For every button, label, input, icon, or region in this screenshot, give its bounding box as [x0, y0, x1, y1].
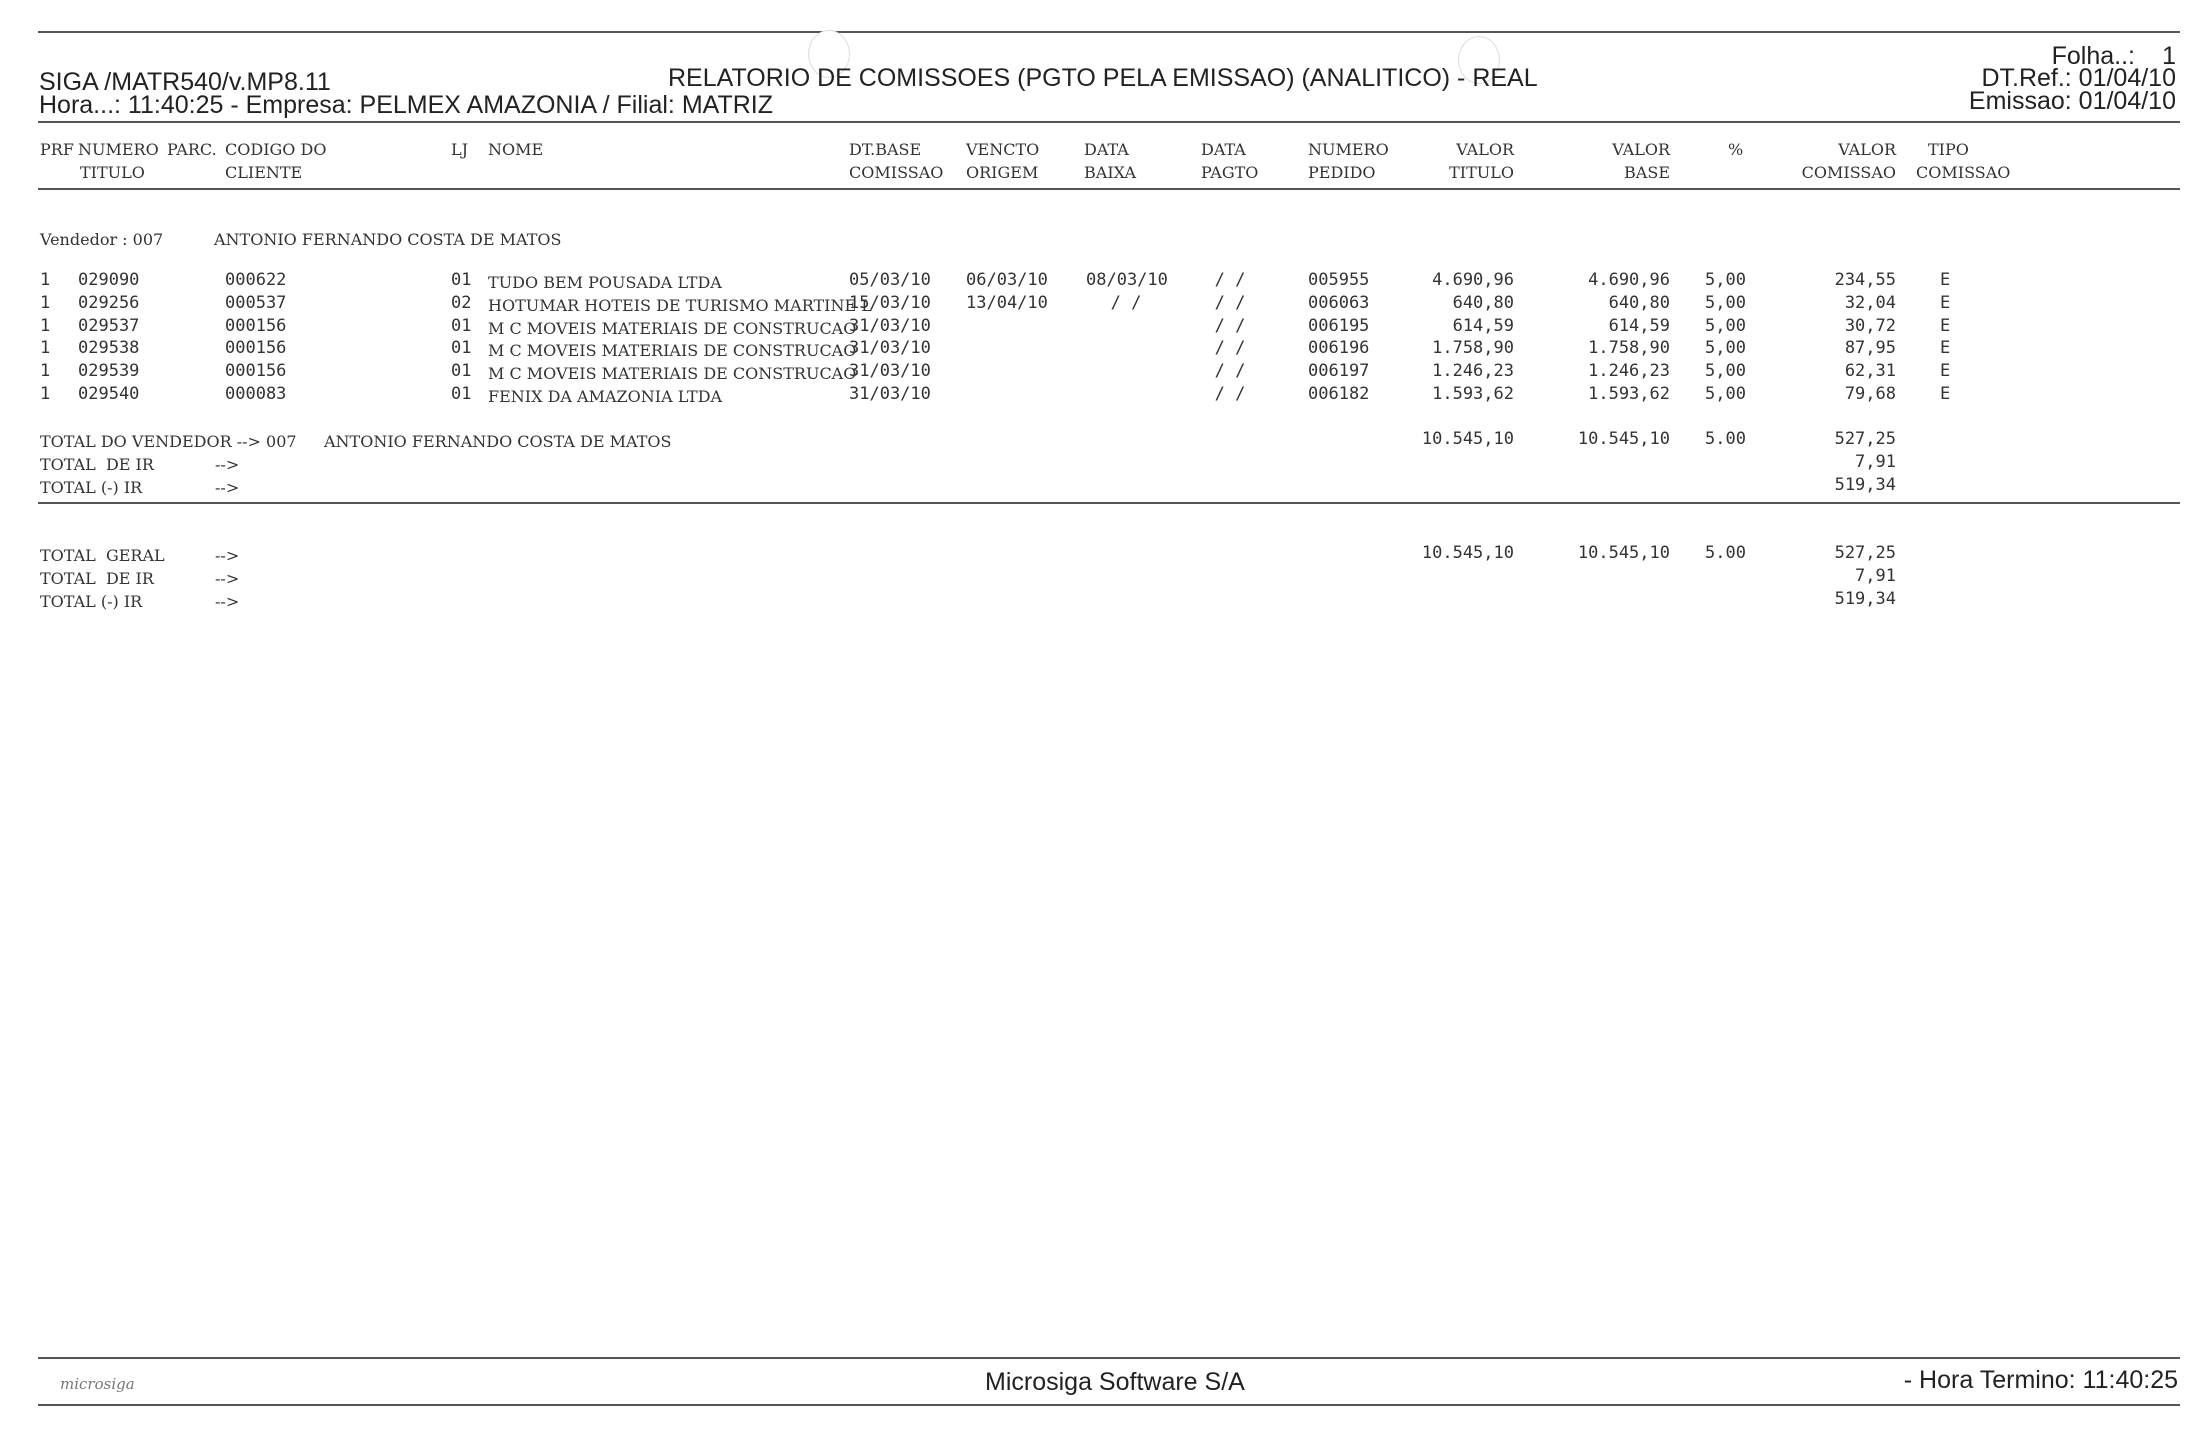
total-geral-label: TOTAL GERAL — [40, 546, 165, 565]
total-geral-ir-value: 7,91 — [1855, 566, 1896, 586]
col-origem: ORIGEM — [966, 163, 1039, 182]
cell-prf: 1 — [40, 361, 51, 382]
col-pedido: PEDIDO — [1308, 163, 1376, 182]
report-title: RELATORIO DE COMISSOES (PGTO PELA EMISSAO) (ANALITICO) - REAL — [668, 64, 1538, 92]
cell-valor-titulo: 1.758,90 — [1432, 338, 1514, 359]
cell-numero: 029090 — [78, 270, 140, 290]
cell-lj: 02 — [451, 292, 472, 313]
col-nome: NOME — [488, 140, 544, 159]
total-vendedor-valor-titulo: 10.545,10 — [1421, 429, 1514, 449]
program-id: SIGA /MATR540/v.MP8.11 — [39, 68, 331, 96]
col-titulo2: TITULO — [1449, 163, 1514, 182]
col-base: BASE — [1624, 163, 1670, 182]
total-geral-valor-comissao: 527,25 — [1834, 543, 1896, 563]
cell-prf: 1 — [40, 292, 51, 313]
total-vendedor-liq-label: TOTAL (-) IR — [40, 478, 143, 497]
totals-rule — [38, 502, 2180, 504]
cell-codigo: 000083 — [225, 384, 287, 404]
col-data-pagto: DATA — [1201, 140, 1246, 159]
cell-numero: 029539 — [78, 361, 140, 382]
total-vendedor-label: TOTAL DO VENDEDOR --> 007 — [40, 432, 297, 451]
cell-dtbase: 31/03/10 — [849, 315, 931, 336]
col-dtbase-comissao: COMISSAO — [849, 163, 944, 182]
cell-valor-base: 1.593,62 — [1588, 384, 1670, 404]
col-vencto: VENCTO — [966, 140, 1040, 159]
cell-codigo: 000156 — [225, 361, 287, 382]
col-valor-titulo: VALOR — [1456, 140, 1514, 159]
col-cliente: CLIENTE — [225, 163, 303, 182]
col-pagto: PAGTO — [1201, 163, 1259, 182]
emissao: Emissao: 01/04/10 — [1968, 87, 2176, 115]
cell-pedido: 006196 — [1308, 338, 1370, 359]
col-valor-base: VALOR — [1612, 140, 1670, 159]
cell-nome: M C MOVEIS MATERIAIS DE CONSTRUCAO — [488, 364, 857, 384]
col-dtbase: DT.BASE — [849, 140, 922, 159]
cell-dtbase: 05/03/10 — [849, 270, 931, 290]
cell-pct: 5,00 — [1705, 270, 1746, 290]
top-rule — [38, 31, 2180, 33]
cell-pagto: / / — [1214, 338, 1246, 359]
total-geral-valor-base: 10.545,10 — [1577, 543, 1670, 563]
hora-empresa: Hora...: 11:40:25 - Empresa: PELMEX AMAZONIA / Filial: MATRIZ — [39, 91, 774, 119]
cell-numero: 029537 — [78, 315, 140, 336]
cell-pedido: 006063 — [1308, 292, 1370, 313]
cell-pct: 5,00 — [1705, 338, 1746, 359]
cell-codigo: 000537 — [225, 292, 287, 313]
cell-pedido: 006195 — [1308, 315, 1370, 336]
cell-prf: 1 — [40, 270, 51, 290]
cell-valor-comissao: 32,04 — [1844, 292, 1896, 313]
cell-pct: 5,00 — [1705, 361, 1746, 382]
cell-valor-base: 4.690,96 — [1588, 270, 1670, 290]
cell-nome: HOTUMAR HOTEIS DE TURISMO MARTINE L — [488, 295, 872, 315]
cell-numero: 029256 — [78, 292, 140, 313]
cell-nome: M C MOVEIS MATERIAIS DE CONSTRUCAO — [488, 341, 857, 361]
cell-dtbase: 15/03/10 — [849, 292, 931, 313]
col-parc: PARC. — [167, 140, 217, 159]
footer-top-rule — [38, 1357, 2180, 1359]
total-vendedor-ir-arrow: --> — [215, 455, 240, 474]
total-geral-pct: 5.00 — [1705, 543, 1746, 563]
cell-pagto: / / — [1214, 315, 1246, 336]
cell-valor-comissao: 79,68 — [1844, 384, 1896, 404]
cell-dtbase: 31/03/10 — [849, 361, 931, 382]
total-vendedor-valor-base: 10.545,10 — [1577, 429, 1670, 449]
col-numero: NUMERO — [78, 140, 159, 159]
total-vendedor-liq-arrow: --> — [215, 478, 240, 497]
cell-valor-comissao: 87,95 — [1844, 338, 1896, 359]
col-prf: PRF — [40, 140, 74, 159]
cell-numero: 029538 — [78, 338, 140, 359]
total-vendedor-ir-label: TOTAL DE IR — [40, 455, 154, 474]
col-lj: LJ — [451, 140, 469, 159]
cell-nome: TUDO BEM POUSADA LTDA — [488, 273, 722, 292]
total-vendedor-name: ANTONIO FERNANDO COSTA DE MATOS — [324, 432, 672, 451]
cell-pagto: / / — [1214, 270, 1246, 290]
cell-valor-base: 640,80 — [1608, 292, 1670, 313]
cell-tipo: E — [1940, 292, 1951, 313]
cell-valor-titulo: 640,80 — [1452, 292, 1514, 313]
total-geral-valor-titulo: 10.545,10 — [1421, 543, 1514, 563]
cell-pedido: 006182 — [1308, 384, 1370, 404]
cell-tipo: E — [1940, 384, 1951, 404]
cell-numero: 029540 — [78, 384, 140, 404]
cell-lj: 01 — [451, 315, 472, 336]
cell-valor-titulo: 1.246,23 — [1432, 361, 1514, 382]
dt-ref: DT.Ref.: 01/04/10 — [1981, 64, 2176, 92]
cell-prf: 1 — [40, 384, 51, 404]
cell-prf: 1 — [40, 315, 51, 336]
folha-value: 1 — [2162, 42, 2176, 70]
col-codigo: CODIGO DO — [225, 140, 327, 159]
footer-company: Microsiga Software S/A — [985, 1368, 1245, 1396]
cell-pagto: / / — [1214, 361, 1246, 382]
cell-lj: 01 — [451, 270, 472, 290]
cell-valor-base: 614,59 — [1608, 315, 1670, 336]
cell-tipo: E — [1940, 338, 1951, 359]
col-pct: % — [1728, 140, 1744, 159]
total-vendedor-liq-value: 519,34 — [1834, 475, 1896, 495]
vendedor-label: Vendedor : 007 — [40, 230, 164, 249]
cell-vencto: 13/04/10 — [966, 292, 1048, 313]
total-vendedor-ir-value: 7,91 — [1855, 452, 1896, 472]
cell-pct: 5,00 — [1705, 292, 1746, 313]
column-header-rule — [38, 188, 2180, 190]
col-data-baixa: DATA — [1084, 140, 1129, 159]
cell-lj: 01 — [451, 361, 472, 382]
total-geral-liq-arrow: --> — [215, 592, 240, 611]
cell-valor-comissao: 234,55 — [1834, 270, 1896, 290]
total-vendedor-pct: 5.00 — [1705, 429, 1746, 449]
total-geral-liq-value: 519,34 — [1834, 589, 1896, 609]
total-geral-ir-label: TOTAL DE IR — [40, 569, 154, 588]
col-tipo: TIPO — [1928, 140, 1969, 159]
cell-valor-comissao: 62,31 — [1844, 361, 1896, 382]
cell-prf: 1 — [40, 338, 51, 359]
col-comissao: COMISSAO — [1801, 163, 1896, 182]
cell-baixa: 08/03/10 — [1086, 270, 1168, 290]
cell-tipo: E — [1940, 270, 1951, 290]
col-valor-comissao: VALOR — [1838, 140, 1896, 159]
cell-valor-titulo: 614,59 — [1452, 315, 1514, 336]
col-tipo-comissao: COMISSAO — [1916, 163, 2011, 182]
cell-codigo: 000622 — [225, 270, 287, 290]
cell-nome: M C MOVEIS MATERIAIS DE CONSTRUCAO — [488, 318, 857, 338]
cell-vencto: 06/03/10 — [966, 270, 1048, 290]
col-titulo: TITULO — [80, 163, 145, 182]
microsiga-logo: microsiga — [60, 1375, 135, 1393]
col-baixa: BAIXA — [1084, 163, 1137, 182]
cell-lj: 01 — [451, 338, 472, 359]
footer-bottom-rule — [38, 1404, 2180, 1406]
cell-tipo: E — [1940, 315, 1951, 336]
total-geral-liq-label: TOTAL (-) IR — [40, 592, 143, 611]
cell-codigo: 000156 — [225, 315, 287, 336]
footer-hora-termino: - Hora Termino: 11:40:25 — [1903, 1366, 2178, 1394]
cell-pct: 5,00 — [1705, 384, 1746, 404]
cell-dtbase: 31/03/10 — [849, 338, 931, 359]
folha-label: Folha..: — [2051, 42, 2135, 70]
total-geral-ir-arrow: --> — [215, 569, 240, 588]
cell-codigo: 000156 — [225, 338, 287, 359]
cell-valor-comissao: 30,72 — [1844, 315, 1896, 336]
total-geral-arrow: --> — [215, 546, 240, 565]
col-numero-pedido: NUMERO — [1308, 140, 1389, 159]
cell-baixa: / / — [1110, 292, 1142, 313]
cell-nome: FENIX DA AMAZONIA LTDA — [488, 387, 723, 406]
cell-tipo: E — [1940, 361, 1951, 382]
cell-valor-base: 1.758,90 — [1588, 338, 1670, 359]
cell-pagto: / / — [1214, 292, 1246, 313]
cell-pedido: 006197 — [1308, 361, 1370, 382]
cell-pedido: 005955 — [1308, 270, 1370, 290]
header-rule — [38, 121, 2180, 123]
vendedor-name: ANTONIO FERNANDO COSTA DE MATOS — [214, 230, 562, 249]
cell-valor-titulo: 1.593,62 — [1432, 384, 1514, 404]
cell-pagto: / / — [1214, 384, 1246, 404]
cell-valor-base: 1.246,23 — [1588, 361, 1670, 382]
total-vendedor-valor-comissao: 527,25 — [1834, 429, 1896, 449]
cell-dtbase: 31/03/10 — [849, 384, 931, 404]
cell-valor-titulo: 4.690,96 — [1432, 270, 1514, 290]
cell-lj: 01 — [451, 384, 472, 404]
cell-pct: 5,00 — [1705, 315, 1746, 336]
